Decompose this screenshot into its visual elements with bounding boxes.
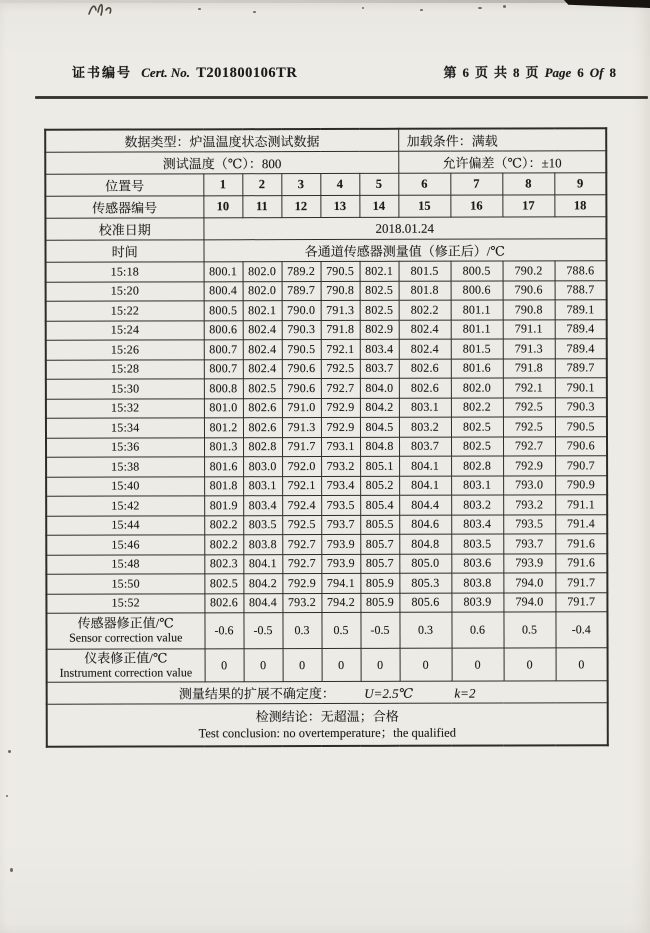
sensor-number-cell: 11 <box>242 196 281 218</box>
measurement-value-cell: 802.5 <box>360 300 399 320</box>
measurement-value-cell: 803.8 <box>243 535 282 555</box>
measurement-value-cell: 805.6 <box>399 593 451 613</box>
measurement-value-cell: 793.0 <box>503 475 555 495</box>
table-row-uncertainty <box>47 681 608 704</box>
measurement-value-cell: 801.8 <box>399 281 451 301</box>
measurement-value-cell: 790.6 <box>282 359 321 379</box>
instrument-correction-value-cell: 0 <box>322 648 361 681</box>
measurement-value-cell: 803.1 <box>243 476 282 496</box>
time-cell: 15:44 <box>46 515 204 535</box>
sensor-number-cell: 15 <box>398 195 450 217</box>
time-cell: 15:52 <box>46 593 204 613</box>
measurement-value-cell: 805.7 <box>360 534 399 554</box>
measurement-value-cell: 800.1 <box>204 262 243 282</box>
page-info-segment: Page <box>544 65 572 80</box>
measurement-value-cell: 802.6 <box>399 359 451 379</box>
instrument-correction-value-cell: 0 <box>452 648 504 681</box>
measurement-value-cell: 789.7 <box>555 358 607 378</box>
measurement-value-cell: 801.8 <box>204 476 243 496</box>
measurement-value-cell: 802.5 <box>243 379 282 399</box>
time-cell: 15:30 <box>46 379 204 399</box>
table-row-calibration <box>45 217 606 240</box>
sensor-correction-label-cell <box>46 613 204 649</box>
measurement-row <box>46 475 607 496</box>
measurement-value-cell: 804.4 <box>243 593 282 613</box>
measurement-value-cell: 791.6 <box>555 553 607 573</box>
time-label-cell: 时间 <box>45 240 203 262</box>
time-cell: 15:36 <box>46 437 204 457</box>
sensor-correction-value-cell: 0.5 <box>321 612 360 648</box>
measurement-value-cell: 801.3 <box>204 437 243 457</box>
time-cell: 15:20 <box>46 281 204 301</box>
uncertainty-cell <box>47 681 608 704</box>
instrument-correction-value-cell: 0 <box>504 648 556 681</box>
measurement-value-cell: 803.9 <box>451 593 503 613</box>
scan-speck <box>478 7 482 9</box>
measurement-value-cell: 789.4 <box>555 319 607 339</box>
sensor-label-cell: 传感器编号 <box>45 196 203 218</box>
scan-speck <box>8 750 11 753</box>
instrument-correction-value-cell: 0 <box>556 648 608 681</box>
measurement-value-cell: 792.0 <box>282 457 321 477</box>
page-info-segment: 6 <box>462 65 470 80</box>
position-number-cell: 9 <box>554 173 606 195</box>
measurement-value-cell: 802.1 <box>243 301 282 321</box>
measurement-value-cell: 803.4 <box>451 515 503 535</box>
measurement-row <box>46 378 607 399</box>
measurement-value-cell: 790.6 <box>555 436 607 456</box>
measurement-value-cell: 790.7 <box>555 456 607 476</box>
measurement-value-cell: 803.8 <box>451 573 503 593</box>
measurement-value-cell: 805.1 <box>360 456 399 476</box>
table-row-positions <box>45 173 606 196</box>
sensor-number-cell: 12 <box>281 196 320 218</box>
measurement-value-cell: 805.7 <box>360 554 399 574</box>
measurement-value-cell: 800.7 <box>204 340 243 360</box>
measurement-row <box>46 534 607 555</box>
measurement-row <box>46 573 607 594</box>
measurement-value-cell: 800.4 <box>204 281 243 301</box>
scan-speck <box>253 11 256 13</box>
measurement-row <box>46 514 607 535</box>
sensor-correction-label-en: Sensor correction value <box>69 630 183 645</box>
sensor-correction-value-cell: 0.6 <box>451 612 503 648</box>
scan-corner-shadow <box>564 0 650 8</box>
measurement-value-cell: 802.4 <box>243 359 282 379</box>
position-number-cell: 3 <box>281 174 320 196</box>
load-condition-cell: 加载条件：满载 <box>398 128 606 151</box>
measurement-value-cell: 805.9 <box>360 593 399 613</box>
measurement-value-cell: 804.1 <box>399 456 451 476</box>
measurement-value-cell: 790.3 <box>555 397 607 417</box>
measurement-value-cell: 805.2 <box>360 476 399 496</box>
measurement-value-cell: 805.9 <box>360 573 399 593</box>
measurement-value-cell: 792.4 <box>282 496 321 516</box>
sensor-correction-value-cell: -0.6 <box>204 613 243 649</box>
measurement-value-cell: 792.7 <box>282 535 321 555</box>
measurement-value-cell: 801.1 <box>451 300 503 320</box>
measurement-value-cell: 803.1 <box>399 398 451 418</box>
test-temp-cell: 测试温度（℃）：800 <box>45 151 398 174</box>
measurement-row <box>46 261 607 282</box>
measurement-value-cell: 793.7 <box>321 515 360 535</box>
measurement-value-cell: 805.5 <box>360 515 399 535</box>
measurement-value-cell: 792.9 <box>503 456 555 476</box>
measurement-value-cell: 791.3 <box>503 339 555 359</box>
measurement-value-cell: 792.1 <box>503 378 555 398</box>
scan-speck <box>420 9 423 11</box>
sensor-correction-value-cell: 0.3 <box>282 613 321 649</box>
sensor-number-cell: 17 <box>502 195 554 217</box>
measurement-value-cell: 800.5 <box>451 261 503 281</box>
measurement-value-cell: 790.5 <box>282 340 321 360</box>
sensor-correction-label-cn: 传感器修正值/℃ <box>77 615 174 631</box>
measurement-value-cell: 804.1 <box>399 476 451 496</box>
measurement-value-cell: 804.4 <box>399 495 451 515</box>
measurement-value-cell: 803.0 <box>243 457 282 477</box>
measurement-value-cell: 801.1 <box>451 320 503 340</box>
table-row-data-type <box>45 128 606 152</box>
page-info-segment: 第 <box>443 65 457 80</box>
measurement-value-cell: 804.5 <box>360 417 399 437</box>
measurement-value-cell: 802.2 <box>451 398 503 418</box>
measurement-value-cell: 790.6 <box>503 280 555 300</box>
measurement-value-cell: 794.0 <box>503 592 555 612</box>
calibration-label-cell: 校准日期 <box>45 218 203 240</box>
measurement-value-cell: 791.1 <box>503 319 555 339</box>
measurement-value-cell: 790.9 <box>555 475 607 495</box>
measurement-value-cell: 802.0 <box>451 378 503 398</box>
measurement-value-cell: 800.8 <box>204 379 243 399</box>
scan-speck <box>503 5 506 8</box>
measurement-value-cell: 793.9 <box>321 534 360 554</box>
measurement-value-cell: 802.2 <box>399 300 451 320</box>
sensor-number-cell: 10 <box>203 196 242 218</box>
measurement-value-cell: 791.0 <box>282 398 321 418</box>
measurement-row <box>46 495 607 516</box>
table-row-conclusion <box>47 703 608 747</box>
measurement-value-cell: 804.8 <box>399 534 451 554</box>
measurement-value-cell: 792.7 <box>282 554 321 574</box>
measurement-value-cell: 801.5 <box>451 339 503 359</box>
measurement-row <box>46 300 607 321</box>
time-cell: 15:40 <box>46 476 204 496</box>
test-data-table <box>44 127 609 747</box>
measurement-value-cell: 791.7 <box>282 437 321 457</box>
pen-scribble-mark <box>86 1 120 22</box>
time-cell: 15:32 <box>46 398 204 418</box>
instrument-correction-value-cell: 0 <box>283 649 322 682</box>
measurement-value-cell: 802.8 <box>243 437 282 457</box>
uncertainty-u-value: U=2.5℃ <box>364 685 414 701</box>
measurement-value-cell: 790.0 <box>282 301 321 321</box>
measurement-value-cell: 790.5 <box>555 417 607 437</box>
page-info-segment: 页 <box>525 65 539 80</box>
measurement-value-cell: 792.1 <box>282 476 321 496</box>
measurement-row <box>46 436 607 457</box>
measurement-value-cell: 792.9 <box>282 574 321 594</box>
instrument-correction-value-cell: 0 <box>244 649 283 682</box>
instrument-correction-label-cell <box>47 649 205 682</box>
measurement-row <box>46 456 607 477</box>
position-number-cell: 4 <box>320 173 359 195</box>
page-info-segment: 8 <box>609 65 616 80</box>
measurement-value-cell: 788.6 <box>555 261 607 281</box>
measurement-value-cell: 802.3 <box>204 554 243 574</box>
measurement-value-cell: 805.3 <box>399 573 451 593</box>
page-info-segment: 页 <box>475 65 489 80</box>
measurement-value-cell: 792.9 <box>321 417 360 437</box>
measurement-value-cell: 794.2 <box>321 593 360 613</box>
measurement-value-cell: 789.7 <box>282 281 321 301</box>
measurement-value-cell: 793.9 <box>503 553 555 573</box>
measurement-value-cell: 803.4 <box>360 339 399 359</box>
measurement-value-cell: 790.3 <box>282 320 321 340</box>
measurement-value-cell: 802.1 <box>360 261 399 281</box>
sensor-correction-value-cell: -0.4 <box>555 612 607 648</box>
certificate-number <box>72 62 297 82</box>
sensor-correction-value-cell: 0.5 <box>503 612 555 648</box>
measurement-value-cell: 801.6 <box>204 457 243 477</box>
measurement-row <box>46 358 607 379</box>
measurement-value-cell: 802.0 <box>243 281 282 301</box>
cert-label-cn: 证书编号 <box>72 65 133 80</box>
table-row-instrument-correction <box>47 648 608 682</box>
measurement-value-cell: 789.4 <box>555 339 607 359</box>
measurement-value-cell: 789.1 <box>555 300 607 320</box>
time-cell: 15:48 <box>46 554 204 574</box>
time-cell: 15:24 <box>46 320 204 340</box>
page-info-segment: 6 <box>577 65 584 80</box>
measurement-value-cell: 802.5 <box>204 574 243 594</box>
measurement-value-cell: 793.5 <box>321 495 360 515</box>
measurement-value-cell: 803.2 <box>399 417 451 437</box>
measurement-value-cell: 802.2 <box>204 535 243 555</box>
measurement-value-cell: 803.5 <box>451 534 503 554</box>
time-cell: 15:22 <box>46 301 204 321</box>
uncertainty-k-value: k=2 <box>454 685 476 701</box>
sensor-correction-value-cell: 0.3 <box>399 612 451 648</box>
position-number-cell: 2 <box>242 174 281 196</box>
page-info-segment: Of <box>589 65 604 80</box>
measurement-value-cell: 793.7 <box>503 534 555 554</box>
header-rule <box>35 96 648 99</box>
measurement-value-cell: 790.6 <box>282 379 321 399</box>
measurement-value-cell: 793.2 <box>282 593 321 613</box>
measurement-value-cell: 803.2 <box>451 495 503 515</box>
measurement-value-cell: 802.5 <box>451 417 503 437</box>
measurement-value-cell: 803.7 <box>399 437 451 457</box>
measurement-value-cell: 804.6 <box>399 515 451 535</box>
conclusion-cell <box>47 703 608 747</box>
measurement-value-cell: 790.5 <box>321 261 360 281</box>
calibration-date-cell: 2018.01.24 <box>203 217 606 240</box>
table-row-test-temp <box>45 151 606 174</box>
sensor-number-cell: 14 <box>359 195 398 217</box>
position-number-cell: 5 <box>359 173 398 195</box>
time-cell: 15:42 <box>46 496 204 516</box>
measurement-value-cell: 802.4 <box>399 320 451 340</box>
measurement-row <box>46 417 607 438</box>
measurement-value-cell: 802.4 <box>243 320 282 340</box>
measurement-value-cell: 802.2 <box>204 515 243 535</box>
measurement-value-cell: 803.1 <box>451 476 503 496</box>
measurement-value-cell: 804.2 <box>243 574 282 594</box>
measurement-value-cell: 801.6 <box>451 359 503 379</box>
measurement-value-cell: 790.8 <box>503 300 555 320</box>
time-cell: 15:50 <box>46 574 204 594</box>
measurement-value-cell: 794.1 <box>321 573 360 593</box>
measurement-value-cell: 791.8 <box>503 358 555 378</box>
conclusion-en: Test conclusion: no overtemperature；the qualified <box>198 725 456 741</box>
measurement-value-cell: 804.2 <box>360 398 399 418</box>
position-number-cell: 6 <box>398 173 450 195</box>
measurement-value-cell: 794.0 <box>503 573 555 593</box>
measurement-row <box>46 339 607 360</box>
page-info-segment: 8 <box>513 65 520 80</box>
measurement-value-cell: 801.2 <box>204 418 243 438</box>
measurement-value-cell: 790.1 <box>555 378 607 398</box>
position-number-cell: 1 <box>203 174 242 196</box>
measurement-value-cell: 802.6 <box>204 593 243 613</box>
measurement-value-cell: 792.5 <box>282 515 321 535</box>
page-info <box>438 62 617 81</box>
table-wrap <box>44 127 609 747</box>
measurement-value-cell: 802.9 <box>360 320 399 340</box>
sensor-correction-value-cell: -0.5 <box>360 612 399 648</box>
cert-number-value: T201800106TR <box>196 65 298 81</box>
measurement-value-cell: 803.6 <box>451 554 503 574</box>
measurement-value-cell: 793.5 <box>503 514 555 534</box>
measurement-value-cell: 804.8 <box>360 437 399 457</box>
measurement-value-cell: 789.2 <box>282 262 321 282</box>
measurement-value-cell: 793.2 <box>321 456 360 476</box>
table-row-time-header <box>45 239 606 262</box>
channel-header-cell: 各通道传感器测量值（修正后）/℃ <box>203 239 606 262</box>
instrument-correction-label-en: Instrument correction value <box>59 664 193 680</box>
measurement-value-cell: 793.2 <box>503 495 555 515</box>
measurement-value-cell: 791.7 <box>555 573 607 593</box>
measurement-row <box>46 319 607 340</box>
time-cell: 15:18 <box>46 262 204 282</box>
measurement-value-cell: 792.5 <box>503 417 555 437</box>
sensor-number-cell: 13 <box>320 195 359 217</box>
scan-speck <box>10 868 13 872</box>
measurement-value-cell: 805.4 <box>360 495 399 515</box>
measurement-value-cell: 791.3 <box>282 418 321 438</box>
sensor-correction-value-cell: -0.5 <box>243 613 282 649</box>
measurement-value-cell: 791.8 <box>321 320 360 340</box>
time-cell: 15:34 <box>46 418 204 438</box>
scan-speck <box>6 795 8 797</box>
measurement-value-cell: 802.5 <box>360 281 399 301</box>
measurement-value-cell: 802.6 <box>399 378 451 398</box>
measurement-value-cell: 800.7 <box>204 359 243 379</box>
position-number-cell: 8 <box>502 173 554 195</box>
measurement-value-cell: 791.6 <box>555 534 607 554</box>
page-info-segment: 共 <box>494 65 508 80</box>
measurement-value-cell: 802.4 <box>399 339 451 359</box>
measurement-value-cell: 791.1 <box>555 495 607 515</box>
position-label-cell: 位置号 <box>45 174 203 196</box>
position-number-cell: 7 <box>450 173 502 195</box>
document-header <box>72 62 616 82</box>
table-row-sensor-correction <box>46 612 607 649</box>
time-cell: 15:26 <box>46 340 204 360</box>
sensor-number-cell: 18 <box>554 195 606 217</box>
measurement-value-cell: 792.1 <box>321 339 360 359</box>
time-cell: 15:38 <box>46 457 204 477</box>
time-cell: 15:28 <box>46 359 204 379</box>
measurement-value-cell: 803.7 <box>360 359 399 379</box>
measurement-row <box>46 553 607 574</box>
measurement-value-cell: 792.5 <box>321 359 360 379</box>
measurement-value-cell: 802.5 <box>451 437 503 457</box>
instrument-correction-label-cn: 仪表修正值/℃ <box>84 650 168 666</box>
measurement-value-cell: 790.2 <box>503 261 555 281</box>
instrument-correction-value-cell: 0 <box>400 648 452 681</box>
measurement-value-cell: 792.9 <box>321 398 360 418</box>
scan-speck <box>362 7 364 9</box>
measurement-value-cell: 791.3 <box>321 300 360 320</box>
instrument-correction-value-cell: 0 <box>205 649 244 682</box>
measurement-value-cell: 793.1 <box>321 437 360 457</box>
table-row-sensors <box>45 195 606 218</box>
allowed-deviation-cell: 允许偏差（℃）：±10 <box>398 151 606 174</box>
measurement-value-cell: 803.4 <box>243 496 282 516</box>
uncertainty-prefix: 测量结果的扩展不确定度： <box>178 685 335 702</box>
conclusion-cn: 检测结论：无超温；合格 <box>255 708 399 724</box>
cert-label-en: Cert. No. <box>141 65 191 80</box>
measurement-value-cell: 800.5 <box>204 301 243 321</box>
sensor-number-cell: 16 <box>450 195 502 217</box>
measurement-value-cell: 790.8 <box>321 281 360 301</box>
measurement-value-cell: 800.6 <box>204 320 243 340</box>
measurement-row <box>46 280 607 301</box>
measurement-value-cell: 793.4 <box>321 476 360 496</box>
measurement-value-cell: 802.8 <box>451 456 503 476</box>
measurement-value-cell: 802.0 <box>243 262 282 282</box>
data-type-cell: 数据类型：炉温温度状态测试数据 <box>45 129 398 152</box>
measurement-value-cell: 805.0 <box>399 554 451 574</box>
measurement-value-cell: 804.1 <box>243 554 282 574</box>
measurement-value-cell: 801.0 <box>204 398 243 418</box>
measurement-value-cell: 792.7 <box>321 378 360 398</box>
measurement-value-cell: 802.6 <box>243 418 282 438</box>
measurement-value-cell: 791.7 <box>555 592 607 612</box>
measurement-value-cell: 804.0 <box>360 378 399 398</box>
time-cell: 15:46 <box>46 535 204 555</box>
measurement-value-cell: 793.9 <box>321 554 360 574</box>
measurement-row <box>46 397 607 418</box>
measurement-value-cell: 802.4 <box>243 340 282 360</box>
measurement-value-cell: 801.5 <box>399 261 451 281</box>
measurement-value-cell: 788.7 <box>555 280 607 300</box>
measurement-value-cell: 792.7 <box>503 436 555 456</box>
measurement-value-cell: 792.5 <box>503 397 555 417</box>
measurement-row <box>46 592 607 613</box>
measurement-value-cell: 800.6 <box>451 281 503 301</box>
measurement-value-cell: 801.9 <box>204 496 243 516</box>
measurement-value-cell: 791.4 <box>555 514 607 534</box>
measurement-value-cell: 803.5 <box>243 515 282 535</box>
measurement-value-cell: 802.6 <box>243 398 282 418</box>
instrument-correction-value-cell: 0 <box>361 648 400 681</box>
scan-speck <box>198 8 201 10</box>
